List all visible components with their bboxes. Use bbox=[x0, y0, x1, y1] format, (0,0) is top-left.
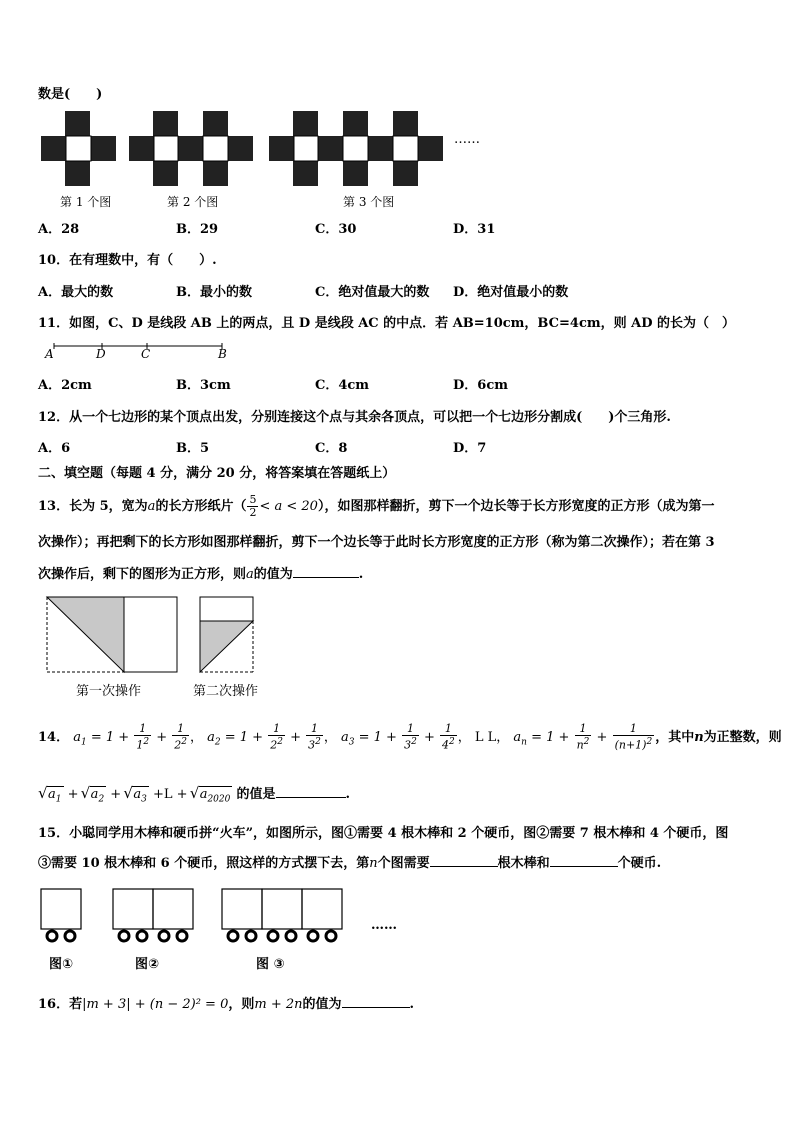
q13-part2: 的长方形纸片（ bbox=[155, 499, 247, 514]
q13-var-a: a bbox=[147, 499, 156, 514]
q14-sqrt-a3: √ $a_3$ bbox=[132, 786, 149, 805]
q14-a2-expr: $a_2 = 1$ + $\frac{1}{2^2}$ + $\frac{1}{3^2}$ bbox=[207, 722, 321, 752]
q14-sqrt-a2: √ $a_2$ bbox=[90, 786, 107, 805]
q15-figure-label-3: 图 ③ bbox=[256, 957, 285, 972]
q9-stem-tail: 数是( ) bbox=[38, 87, 103, 102]
q13-line3a: 次操作后，剩下的图形为正方形，则 bbox=[38, 567, 247, 582]
q15-figure-label-2: 图② bbox=[135, 957, 160, 972]
q14-tail: ，其中 bbox=[655, 730, 695, 745]
q16-answer-blank[interactable] bbox=[342, 995, 410, 1008]
q9-figure-label-2: 第 2 个图 bbox=[167, 195, 219, 209]
q9-figure-label-1: 第 1 个图 bbox=[60, 195, 112, 209]
q14-answer-blank[interactable] bbox=[276, 785, 346, 798]
q14-a1-expr: $a_1 = 1$ + $\frac{1}{1^2}$ + $\frac{1}{2^2}$ bbox=[73, 722, 187, 752]
q16-expr2: m + 2n bbox=[254, 997, 303, 1012]
q15-line2d: 个硬币. bbox=[617, 856, 662, 871]
q13-frac-num: 5 bbox=[249, 493, 257, 506]
q13-part1: 13．长为 5，宽为 bbox=[38, 499, 148, 514]
q15-line-2 bbox=[38, 852, 661, 871]
q13-figure-op2 bbox=[199, 596, 257, 676]
q15-figure-1 bbox=[40, 888, 84, 946]
q13-line3b: 的值为 bbox=[253, 567, 293, 582]
q15-answer-blank-2[interactable] bbox=[550, 854, 618, 867]
q13-period: . bbox=[358, 567, 364, 582]
q11-option-c: C．4cm bbox=[315, 378, 370, 393]
q14-seq-ellipsis: L L bbox=[474, 730, 497, 745]
q12-stem: 12．从一个七边形的某个顶点出发，分别连接这个点与其余各顶点，可以把一个七边形分割成( )个三角形. bbox=[38, 410, 671, 425]
q14-sum-ellipsis: L bbox=[163, 787, 173, 802]
q11-option-a: A．2cm bbox=[38, 378, 92, 393]
q16-part2: ，则 bbox=[228, 997, 255, 1012]
q16-part1: 16．若 bbox=[38, 997, 83, 1012]
q16-part3: 的值为 bbox=[302, 997, 342, 1012]
q14-n-var: n bbox=[694, 730, 704, 745]
q9-ellipsis: …… bbox=[454, 132, 480, 147]
q13-caption-1: 第一次操作 bbox=[76, 684, 142, 699]
q10-option-b: B．最小的数 bbox=[176, 285, 252, 300]
q14-tail2: 为正整数，则 bbox=[703, 730, 782, 745]
q11-point-b: B bbox=[218, 347, 227, 361]
q12-option-a: A．6 bbox=[38, 441, 71, 456]
q14-sub-2020: 2020 bbox=[207, 794, 231, 805]
q14-value-is: 的值是 bbox=[236, 787, 276, 802]
q15-line-1: 15．小聪同学用木棒和硬币拼“火车”，如图所示，图①需要 4 根木棒和 2 个硬币，图②需要 7 根木棒和 4 个硬币，图 bbox=[38, 826, 729, 841]
q13-line-2: 次操作）；再把剩下的长方形如图那样翻折，剪下一个边长等于此时长方形宽度的正方形（称为第二次操作）；若在第 3 bbox=[38, 535, 715, 550]
q9-figure-label-3: 第 3 个图 bbox=[343, 195, 395, 209]
q15-ellipsis: …… bbox=[371, 918, 397, 933]
q14-line-2: √ $a_1$ + √ $a_2$ + √ $a_3 +L$ + √ $a_{2020}$ 的值是 . bbox=[40, 783, 350, 805]
q10-option-d: D．绝对值最小的数 bbox=[453, 285, 569, 300]
q13-frac-den: 2 bbox=[249, 506, 257, 519]
q13-figure-op1 bbox=[46, 596, 180, 676]
q9-option-a: A．28 bbox=[38, 222, 80, 237]
q13-part3: ），如图那样翻折，剪下一个边长等于长方形宽度的正方形（成为第一 bbox=[317, 499, 715, 514]
q11-stem: 11．如图，C、D 是线段 AB 上的两点，且 D 是线段 AC 的中点．若 AB=10cm，BC=4cm，则 AD 的长为（ ） bbox=[38, 316, 736, 331]
q14-line-1: 14． $a_1 = 1$ + $\frac{1}{1^2}$ + $\frac{1}{2^2}$ ， $a_2 = 1$ + $\frac{1}{2^2}$ + $\frac{1}{3^2}$ ， $a_3 = 1$ + $\frac{1}{3^2}$ + $\frac{1}{4^2}$ ， L L， $a_n = 1$ + $\frac{1}{n^2}$ + $\frac{1}{(n+1)^2}$ ，其中n为正整数，则 bbox=[38, 722, 782, 752]
q9-figure-1 bbox=[40, 110, 120, 188]
q15-line2c: 根木棒和 bbox=[497, 856, 550, 871]
q14-sqrt-a2020: √ $a_{2020}$ bbox=[199, 786, 233, 805]
q10-stem: 10．在有理数中，有（ ）. bbox=[38, 253, 217, 268]
q9-figure-3 bbox=[268, 110, 446, 188]
q11-point-d: D bbox=[96, 347, 106, 361]
q11-point-c: C bbox=[141, 347, 151, 361]
q14-period: . bbox=[345, 787, 351, 802]
q13-caption-2: 第二次操作 bbox=[193, 684, 259, 699]
q14-label: 14． bbox=[38, 730, 70, 745]
q15-figure-3 bbox=[221, 888, 345, 946]
q15-answer-blank-1[interactable] bbox=[430, 854, 498, 867]
q14-a3-expr: $a_3 = 1$ + $\frac{1}{3^2}$ + $\frac{1}{4^2}$ bbox=[340, 722, 455, 752]
q10-option-a: A．最大的数 bbox=[38, 285, 114, 300]
q13-fraction bbox=[247, 494, 258, 519]
q13-inequality: < a < 20 bbox=[259, 499, 318, 514]
q14-an-expr: $a_n = 1$ + $\frac{1}{n^2}$ + $\frac{1}{(n+1)^2}$ bbox=[513, 722, 653, 752]
q12-option-d: D．7 bbox=[453, 441, 487, 456]
q13-line-1 bbox=[38, 494, 714, 519]
q16-expr: |m + 3| + (n − 2)² = 0 bbox=[82, 997, 229, 1012]
q11-option-d: D．6cm bbox=[453, 378, 508, 393]
q15-line2a: ③需要 10 根木棒和 6 个硬币，照这样的方式摆下去，第 bbox=[38, 856, 370, 871]
q12-option-b: B．5 bbox=[176, 441, 210, 456]
q16-period: . bbox=[409, 997, 415, 1012]
q9-option-b: B．29 bbox=[176, 222, 219, 237]
q10-option-c: C．绝对值最大的数 bbox=[315, 285, 430, 300]
q9-option-c: C．30 bbox=[315, 222, 357, 237]
q15-line2b: 个图需要 bbox=[377, 856, 430, 871]
q16-line bbox=[38, 993, 414, 1012]
q9-figure-2 bbox=[128, 110, 256, 188]
q11-point-a: A bbox=[45, 347, 54, 361]
q13-var-a-2: a bbox=[246, 567, 254, 582]
q15-figure-2 bbox=[112, 888, 196, 946]
q15-n-var: n bbox=[369, 856, 378, 871]
q14-sqrt-a1: √ $a_1$ bbox=[47, 786, 64, 805]
q15-figure-label-1: 图① bbox=[49, 957, 74, 972]
q11-line-segment bbox=[40, 340, 230, 364]
q13-line-3 bbox=[38, 563, 363, 582]
section-heading: 二、填空题（每题 4 分，满分 20 分，将答案填在答题纸上） bbox=[38, 466, 396, 481]
q13-answer-blank[interactable] bbox=[293, 565, 359, 578]
q9-option-d: D．31 bbox=[453, 222, 496, 237]
q11-option-b: B．3cm bbox=[176, 378, 231, 393]
q12-option-c: C．8 bbox=[315, 441, 348, 456]
